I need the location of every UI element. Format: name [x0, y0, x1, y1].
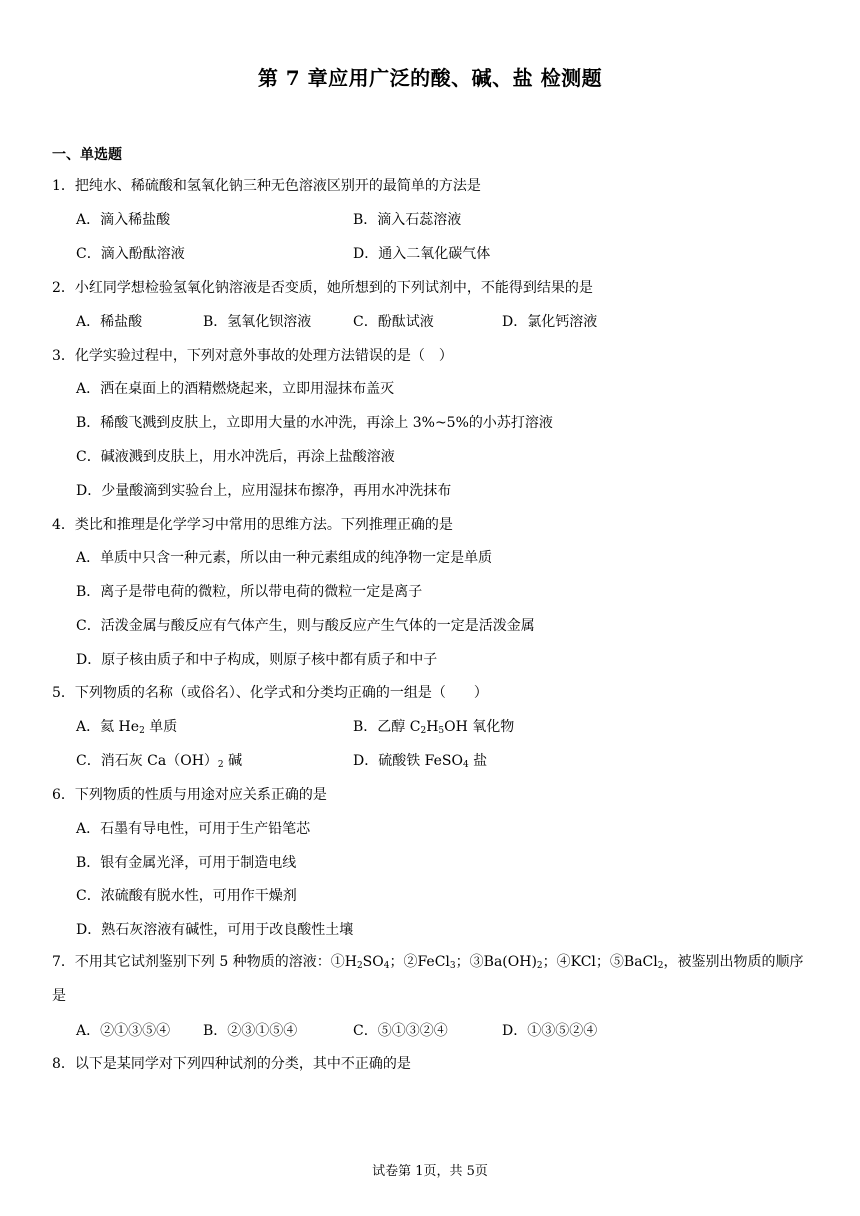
q1-option-b: B．滴入石蕊溶液 [353, 212, 462, 228]
question-3: 3．化学实验过程中，下列对意外事故的处理方法错误的是（ ） [52, 348, 453, 364]
q4-option-b: B．离子是带电荷的微粒，所以带电荷的微粒一定是离子 [76, 584, 423, 600]
q3-option-a: A．洒在桌面上的酒精燃烧起来，立即用湿抹布盖灭 [76, 381, 395, 397]
q3-option-b: B．稀酸飞溅到皮肤上，立即用大量的水冲洗，再涂上 3%~5%的小苏打溶液 [76, 415, 553, 431]
q1-option-d: D．通入二氧化碳气体 [353, 246, 491, 262]
q6-option-b: B．银有金属光泽，可用于制造电线 [76, 855, 297, 871]
q1-option-c: C．滴入酚酞溶液 [76, 246, 185, 262]
question-4: 4．类比和推理是化学学习中常用的思维方法。下列推理正确的是 [52, 517, 453, 533]
question-6: 6．下列物质的性质与用途对应关系正确的是 [52, 787, 327, 803]
page-footer: 试卷第 1页，共 5页 [372, 1164, 488, 1179]
q4-option-a: A．单质中只含一种元素，所以由一种元素组成的纯净物一定是单质 [76, 550, 493, 566]
q5-option-b: B．乙醇 $C_2H_5OH$ 氧化物 [353, 719, 515, 736]
q6-option-c: C．浓硫酸有脱水性，可用作干燥剂 [76, 888, 297, 904]
q5-option-a: A．氦 $He_2$ 单质 [76, 719, 178, 736]
page-title: 第 7 章应用广泛的酸、碱、盐 检测题 [257, 66, 603, 90]
q2-option-a: A．稀盐酸 [76, 314, 143, 330]
question-2: 2．小红同学想检验氢氧化钠溶液是否变质，她所想到的下列试剂中，不能得到结果的是 [52, 280, 593, 296]
q4-option-c: C．活泼金属与酸反应有气体产生，则与酸反应产生气体的一定是活泼金属 [76, 618, 535, 634]
section-heading: 一、单选题 [52, 147, 122, 163]
q5-option-d: D．硫酸铁 FeSO$_4$ 盐 [353, 753, 488, 770]
q1-option-a: A．滴入稀盐酸 [76, 212, 171, 228]
q2-option-c: C．酚酞试液 [353, 314, 434, 330]
q5-option-c: C．消石灰 $Ca(OH)_2$ 碱 [76, 753, 243, 770]
q7-option-d: D．①③⑤②④ [502, 1023, 598, 1039]
q3-option-d: D．少量酸滴到实验台上，应用湿抹布擦净，再用水冲洗抹布 [76, 483, 452, 499]
question-5: 5．下列物质的名称（或俗名）、化学式和分类均正确的一组是（ ） [52, 685, 488, 701]
q7-option-b: B．②③①⑤④ [203, 1023, 298, 1039]
q6-option-d: D．熟石灰溶液有碱性，可用于改良酸性土壤 [76, 922, 354, 938]
q4-option-d: D．原子核由质子和中子构成，则原子核中都有质子和中子 [76, 652, 438, 668]
q7-option-c: C．⑤①③②④ [353, 1023, 448, 1039]
question-1: 1．把纯水、稀硫酸和氢氧化钠三种无色溶液区别开的最简单的方法是 [52, 178, 481, 194]
q7-option-a: A．②①③⑤④ [76, 1023, 171, 1039]
q2-option-b: B．氢氧化钡溶液 [203, 314, 312, 330]
q2-option-d: D．氯化钙溶液 [502, 314, 598, 330]
q3-option-c: C．碱液溅到皮肤上，用水冲洗后，再涂上盐酸溶液 [76, 449, 395, 465]
q6-option-a: A．石墨有导电性，可用于生产铅笔芯 [76, 821, 311, 837]
question-7: 7．不用其它试剂鉴别下列 5 种物质的溶液：$①H_2SO_4$；②FeCl$_3$；$③Ba(OH)_2$；④KCl；⑤BaCl$_2$，被鉴别出物质的顺序是 [52, 954, 804, 1004]
question-8: 8．以下是某同学对下列四种试剂的分类，其中不正确的是 [52, 1056, 411, 1072]
